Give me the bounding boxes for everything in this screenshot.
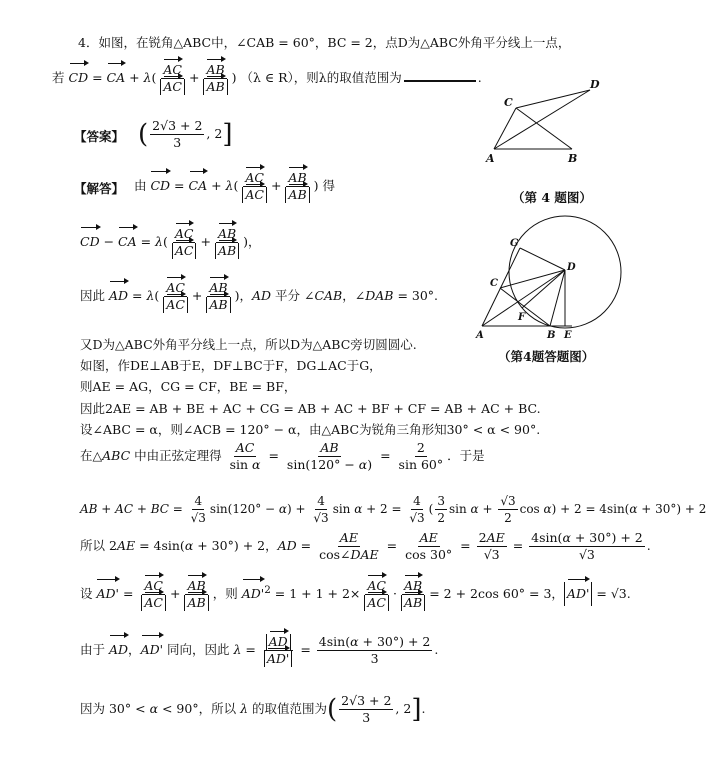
answer-value: ( $\frac{2√3 + 2}{3}$ , 2] [138,118,233,150]
fig1-label-c: C [504,96,513,109]
figure-2-diagram [470,226,620,344]
problem-line-2: 若 CD = CA + λ( $\frac{AC}{AC}$ + $\frac{AB}{AB}$ ) （λ ∈ R），则λ的取值范围为 . [52,62,482,94]
fig2-label-e: E [564,330,572,341]
segment-cd [516,90,590,108]
figure-2-caption: （第4题答题图） [498,349,595,364]
solution-line-5: 如图，作DE⊥AB于E，DF⊥BC于F，DG⊥AC于G， [80,358,382,373]
solution-line-12: 设 AD' = $\frac{AC}{AC}$ + $\frac{AB}{AB}$ ，则 $AD'^2 = 1 + 1 + 2\times$ $\frac{AC}{AC}$ · $\frac{AB}{AB}$ = 2 + 2cos 60° = 3， AD' = √3. [80,578,631,611]
answer-label: 【答案】 [74,129,125,144]
segment-ag [482,248,520,326]
problem-tail: （λ ∈ R），则λ的取值范围为 [240,70,402,85]
solution-line-3: 因此 AD = λ( $\frac{AC}{AC}$ + $\frac{AB}{AB}$ )，AD 平分 ∠CAB，∠DAB = 30°. [80,280,439,312]
solution-line-2: CD − CA = λ( $\frac{AC}{AC}$ + $\frac{AB}{AB}$ )， [80,226,261,258]
fig2-label-c: C [490,278,498,289]
solution-line-1: 由 CD = CA + λ( $\frac{AC}{AC}$ + $\frac{AB}{AB}$ ) 得 [134,170,335,202]
figure-1-diagram [480,74,610,174]
segment-cb [516,108,572,149]
fig1-label-b: B [568,152,578,165]
solution-line-10: AB + AC + BC = $\frac{4}{√3}$ sin(120° − α) + $\frac{4}{√3}$ sin α + 2 = $\frac{4}{√3}$ ( $\frac{3}{2}$ sin α + $\frac{√3}{2}$ cos α) + 2 = 4sin(α + 30°) + 2 [80,494,706,525]
answer-blank [404,80,476,82]
solution-line-9: 在△ABC 中由正弦定理得 $\frac{AC}{\text{sin α}}$ = $\frac{AB}{\sin(120^\circ - \alpha)}$ = $\frac{2}{\sin 60^\circ}$ ．于是 [80,440,485,472]
solution-line-7: 因此2AE = AB + BE + AC + CG = AB + AC + BF + CF = AB + AC + BC. [80,401,541,416]
solution-line-4: 又D为△ABC外角平分线上一点，所以D为△ABC旁切圆圆心. [80,337,417,352]
problem-if: 若 [52,70,65,85]
solution-line-8: 设∠ABC = α，则∠ACB = 120° − α，由△ABC为锐角三角形知30° < α < 90°. [80,422,541,437]
problem-line-1: 4．如图，在锐角△ABC中，∠CAB = 60°，BC = 2，点D为△ABC外角平分线上一点， [78,35,571,50]
fig1-label-d: D [590,78,600,91]
solution-line-13: 由于 AD，AD' 同向，因此 λ = $\frac{AD}{AD'}$ = $\frac{4\sin(\alpha + 30^\circ) + 2}{3}$ . [80,634,439,666]
fig2-label-g: G [510,238,519,249]
fig2-label-d: D [567,262,576,273]
solution-line-6: 则AE = AG，CG = CF，BE = BF， [80,379,297,394]
fig2-label-b: B [547,330,556,341]
segment-gd [520,248,565,270]
figure-1-caption: （第 4 题图） [512,190,592,205]
solution-line-11: 所以 2AE = 4sin(α + 30°) + 2，AD = $\frac{AE}{\text{cos∠DAE}}$ = $\frac{AE}{\cos 30^\circ}$ = $\frac{2AE}{√3}$ = $\frac{4\sin(\alpha + 30^\circ) + 2}{√3}$ . [80,530,651,562]
fig2-label-a: A [476,330,484,341]
fig2-label-f: F [518,312,526,323]
fig1-label-a: A [486,152,495,165]
solution-line-14: 因为 30° < α < 90°，所以 λ 的取值范围为( $\frac{2√3 + 2}{3}$ , 2]. [80,693,426,725]
solution-label: 【解答】 [74,181,125,196]
segment-ac [494,108,516,149]
